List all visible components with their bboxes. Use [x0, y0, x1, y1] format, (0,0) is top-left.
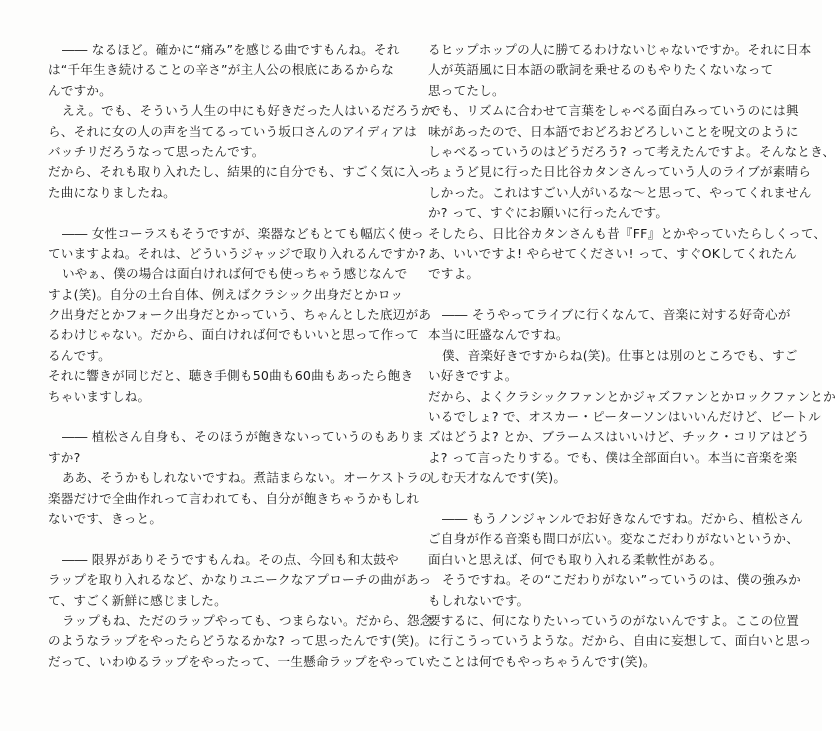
text-line: て、すごく新鮮に感じました。 — [48, 592, 227, 608]
text-line: しかった。これはすごい人がいるな〜と思って、やってくれません — [428, 184, 812, 200]
text-line: バッチリだろうなって思ったんです。 — [48, 143, 265, 159]
answer-5 — [428, 346, 836, 489]
text-line: でも、リズムに合わせて言葉をしゃべる面白みっていうのには興 — [428, 103, 799, 119]
text-line: ええ。でも、そういう人生の中にも好きだった人はいるだろうか — [62, 103, 434, 119]
text-line: ―― 限界がありそうですもんね。その点、今回も和太鼓や — [62, 551, 399, 567]
text-line: た曲になりましたね。 — [48, 184, 176, 200]
question-3 — [48, 427, 425, 468]
text-line: は“千年生き続けることの辛さ”が主人公の根底にあるからな — [48, 62, 395, 78]
answer-4-continued — [428, 40, 836, 285]
answer-1 — [48, 101, 434, 203]
text-line: たことは何でもやっちゃうんです(笑)。 — [428, 653, 656, 669]
text-line: ―― 植松さん自身も、そのほうが飽きないっていうのもありま — [62, 429, 425, 445]
text-line: 僕、音楽好きですからね(笑)。仕事とは別のところでも、すご — [442, 347, 798, 363]
text-line: ないです、きっと。 — [48, 510, 163, 526]
right-column — [428, 40, 836, 672]
question-4 — [48, 550, 432, 611]
paragraph-gap — [48, 529, 403, 549]
paragraph-gap — [428, 285, 783, 305]
text-line: ラップを取り入れるなど、かなりユニークなアプローチの曲があっ — [48, 572, 432, 588]
text-line: 本当に旺盛なんですね。 — [428, 327, 569, 343]
answer-3 — [48, 468, 433, 529]
text-line: ていますよね。それは、どういうジャッジで取り入れるんですか? — [48, 245, 426, 261]
text-line: すよ(笑)。自分の土台自体、例えばクラシック出身だとかロッ — [48, 286, 404, 302]
text-line: ご自身が作る音楽も間口が広い。変なこだわりがないというか、 — [428, 531, 800, 547]
text-line: しむ天才なんです(笑)。 — [428, 470, 567, 486]
text-line: あ、いいですよ! やらせてください! って、すぐOKしてくれたん — [428, 245, 797, 261]
text-line: ちょうど見に行った日比谷カタンさんっていう人のライブが素晴ら — [428, 164, 812, 180]
answer-6 — [428, 570, 812, 672]
text-line: しゃべるっていうのはどうだろう? って考えたんですよ。そんなとき、 — [428, 143, 836, 159]
paragraph-gap — [428, 489, 783, 509]
paragraph-gap — [48, 203, 403, 223]
text-line: よ? って言ったりする。でも、僕は全部面白い。本当に音楽を楽 — [428, 449, 798, 465]
text-line: もしれないです。 — [428, 592, 530, 608]
text-line: ―― なるほど。確かに“痛み”を感じる曲ですもんね。それ — [62, 42, 400, 57]
text-line: 人が英語風に日本語の歌詞を乗せるのもやりたくないなって — [428, 62, 774, 78]
text-line: るんです。 — [48, 347, 111, 363]
text-line: すか? — [48, 449, 81, 465]
text-line: ら、それに女の人の声を当てるっていう坂口さんのアイディアは — [48, 123, 417, 139]
text-line: そうですね。その“こだわりがない”っていうのは、僕の強みか — [442, 572, 801, 588]
text-line: 味があったので、日本語でおどろおどろしいことを呪文のように — [428, 123, 799, 139]
text-line: ク出身だとかフォーク出身だとかっていう、ちゃんとした底辺があ — [48, 307, 432, 323]
text-line: ―― 女性コーラスもそうですが、楽器などもとても幅広く使っ — [62, 225, 425, 241]
text-line: ズはどうよ? とか、ブラームスはいいけど、チック・コリアはどう — [428, 429, 810, 445]
question-5 — [428, 305, 791, 346]
text-line: そしたら、日比谷カタンさんも昔『FF』とかやっていたらしくって、 — [428, 225, 827, 241]
text-line: ラップもね、ただのラップやっても、つまらない。だから、怨念 — [62, 612, 433, 628]
text-line: ―― そうやってライブに行くなんて、音楽に対する好奇心が — [442, 307, 791, 323]
text-line: 要するに、何になりたいっていうのがないんですよ。ここの位置 — [428, 612, 800, 628]
question-2 — [48, 224, 426, 265]
text-line: いるでしょ? で、オスカー・ピーターソンはいいんだけど、ビートル — [428, 409, 821, 425]
paragraph-gap — [48, 407, 403, 427]
left-column — [48, 40, 434, 672]
text-line: るヒップホップの人に勝てるわけないじゃないですか。それに日本 — [428, 42, 812, 57]
text-line: だって、いわゆるラップをやったって、一生懸命ラップをやってい — [48, 653, 431, 669]
answer-2 — [48, 264, 432, 407]
text-line: か? って、すぐにお願いに行ったんです。 — [428, 205, 669, 221]
answer-4 — [48, 611, 433, 672]
text-line: だから、それも取り入れたし、結果的に自分でも、すごく気に入っ — [48, 164, 432, 180]
question-6 — [428, 509, 804, 570]
text-line: ああ、そうかもしれないですね。煮詰まらない。オーケストラの — [62, 470, 433, 486]
text-line: 楽器だけで全曲作れって言われても、自分が飽きちゃうかもしれ — [48, 490, 420, 506]
text-line: 思ってたし。 — [428, 82, 505, 98]
question-1 — [48, 40, 403, 101]
text-line: に行こうっていうような。だから、自由に妄想して、面白いと思っ — [428, 633, 812, 649]
text-line: ちゃいますしね。 — [48, 388, 151, 404]
text-line: 面白いと思えば、何でも取り入れる柔軟性がある。 — [428, 551, 723, 567]
text-line: い好きですよ。 — [428, 368, 518, 384]
text-line: んですか。 — [48, 82, 112, 98]
text-line: それに響きが同じだと、聴き手側も50曲も60曲もあったら飽き — [48, 368, 414, 384]
text-line: ―― もうノンジャンルでお好きなんですね。だから、植松さん — [442, 510, 804, 526]
text-line: だから、よくクラシックファンとかジャズファンとかロックファンとか — [428, 388, 836, 404]
text-line: ですよ。 — [428, 266, 480, 282]
text-line: いやぁ、僕の場合は面白ければ何でも使っちゃう感じなんで — [62, 266, 408, 282]
text-line: のようなラップをやったらどうなるかな? って思ったんです(笑)。 — [48, 633, 428, 649]
text-line: るわけじゃない。だから、面白ければ何でもいいと思って作って — [48, 327, 420, 343]
